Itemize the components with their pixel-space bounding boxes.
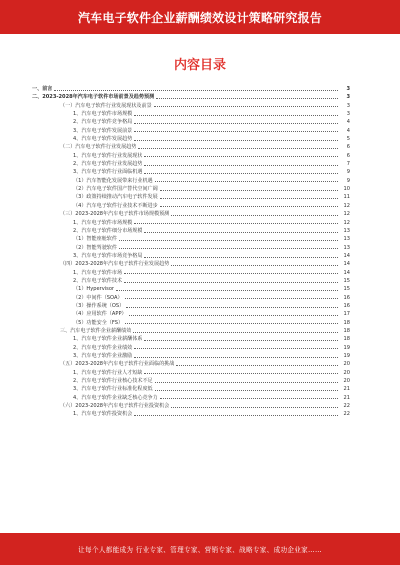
toc-leader-dots <box>116 290 338 291</box>
toc-entry-text: 三、汽车电子软件企业薪酬绩效 <box>60 327 132 334</box>
toc-entry-text: 2、汽车电子软件行业核心技术不足 <box>73 378 153 385</box>
toc-leader-dots <box>144 156 338 157</box>
toc-leader-dots <box>155 382 338 383</box>
toc-leader-dots <box>134 131 338 132</box>
toc-entry[interactable] <box>32 319 350 327</box>
toc-leader-dots <box>144 340 338 341</box>
toc-entry[interactable] <box>32 235 350 243</box>
toc-entry-text: 1、汽车电子软件市场规模 <box>73 111 133 118</box>
toc-entry-page: 21 <box>343 394 350 401</box>
toc-entry-text: 1、汽车电子软件行业人才短缺 <box>73 369 143 376</box>
toc-entry-page: 19 <box>343 344 350 351</box>
toc-entry-page: 18 <box>343 319 350 326</box>
toc-entry-text: （四）2023-2028年汽车电子软件行业发展趋势 <box>60 261 170 268</box>
toc-entry[interactable] <box>32 310 350 318</box>
toc-entry[interactable] <box>32 402 350 410</box>
toc-entry-text: 2、汽车电子软件细分市场规模 <box>73 227 143 234</box>
toc-leader-dots <box>134 223 338 224</box>
toc-entry[interactable] <box>32 302 350 310</box>
toc-entry[interactable] <box>32 219 350 227</box>
toc-entry-page: 3 <box>346 94 350 101</box>
toc-entry-text: （4）应用软件（APP） <box>73 311 127 318</box>
toc-entry[interactable] <box>32 277 350 285</box>
toc-leader-dots <box>133 332 338 333</box>
toc-leader-dots <box>156 98 338 99</box>
toc-entry-text: （六）2023-2028年汽车电子软件行业投资机会 <box>60 403 170 410</box>
toc-entry[interactable] <box>32 152 350 160</box>
toc-entry-text: （3）操作系统（OS） <box>73 302 125 309</box>
toc-entry[interactable] <box>32 227 350 235</box>
toc-entry-page: 19 <box>343 353 350 359</box>
toc-entry[interactable] <box>32 394 350 402</box>
toc-entry[interactable] <box>32 185 350 193</box>
toc-entry-page: 17 <box>343 311 350 318</box>
toc-entry-text: 1、汽车电子软件行业发展现状 <box>73 152 143 159</box>
toc-entry-text: 3、汽车电子软件行业面临机遇 <box>73 169 143 176</box>
toc-leader-dots <box>160 190 338 191</box>
toc-entry-page: 9 <box>346 177 350 184</box>
toc-leader-dots <box>124 273 338 274</box>
toc-entry-page: 22 <box>343 411 350 418</box>
toc-entry-page: 15 <box>343 277 350 284</box>
toc-leader-dots <box>171 215 338 216</box>
toc-entry[interactable] <box>32 177 350 185</box>
toc-entry-text: 一、前言 <box>32 86 53 92</box>
toc-entry[interactable] <box>32 210 350 218</box>
toc-leader-dots <box>134 357 338 358</box>
toc-entry-text: 2、汽车电子软件企业绩效 <box>73 344 133 351</box>
toc-leader-dots <box>119 240 338 241</box>
toc-entry-text: 2、汽车电子软件技术 <box>73 277 123 284</box>
toc-entry-page: 10 <box>343 186 350 193</box>
toc-leader-dots <box>134 123 338 124</box>
toc-entry-page: 12 <box>343 202 350 209</box>
toc-entry-text: 4、汽车电子软件发展趋势 <box>73 136 133 143</box>
toc-entry-text: 3、汽车电子软件发展前景 <box>73 127 133 134</box>
toc-entry[interactable] <box>32 168 350 176</box>
toc-entry[interactable] <box>32 102 350 110</box>
toc-leader-dots <box>124 282 338 283</box>
toc-entry-text: （4）汽车电子软件行业技术不断进步 <box>73 202 158 209</box>
toc-entry[interactable] <box>32 110 350 118</box>
toc-entry-page: 20 <box>343 369 350 376</box>
toc-title: 内容目录 <box>173 58 226 73</box>
toc-entry-page: 13 <box>343 244 350 251</box>
toc-entry-page: 3 <box>346 86 350 92</box>
toc-entry-page: 4 <box>346 119 350 126</box>
toc-entry[interactable] <box>32 294 350 302</box>
toc-entry-text: 1、汽车电子软件企业薪酬体系 <box>73 336 143 343</box>
toc-leader-dots <box>134 415 338 416</box>
toc-entry-text: （1）汽车智能化发展带来行业机遇 <box>73 177 153 184</box>
footer-slogan: 让每个人都能成为 行业专家、管理专家、营销专家、战略专家、成功企业家…… <box>78 546 322 554</box>
toc-leader-dots <box>176 365 338 366</box>
toc-entry-text: 2、汽车电子软件行业发展趋势 <box>73 161 143 168</box>
toc-entry[interactable] <box>32 377 350 385</box>
toc-entry-text: （2）中间件（SOA） <box>73 294 123 301</box>
toc-entry-text: 4、汽车电子软件企业缺乏核心竞争力 <box>73 394 158 401</box>
toc-entry[interactable] <box>32 252 350 260</box>
toc-entry[interactable] <box>32 244 350 252</box>
toc-leader-dots <box>54 90 338 91</box>
report-title: 汽车电子软件企业薪酬绩效设计策略研究报告 <box>77 10 322 25</box>
toc-entry[interactable] <box>32 202 350 210</box>
toc-entry-page: 21 <box>343 386 350 393</box>
toc-leader-dots <box>144 232 338 233</box>
toc-entry-text: 1、汽车电子软件市场 <box>73 269 123 276</box>
toc-entry-page: 6 <box>346 144 350 151</box>
toc-leader-dots <box>171 265 338 266</box>
toc-entry[interactable] <box>32 143 350 151</box>
toc-entry[interactable] <box>32 118 350 126</box>
toc-entry-text: 3、汽车电子软件行业标准化程度低 <box>73 386 153 393</box>
toc-entry-page: 5 <box>346 136 350 143</box>
toc-leader-dots <box>126 307 338 308</box>
toc-entry-text: 3、汽车电子软件企业激励 <box>73 353 133 359</box>
toc-entry[interactable] <box>32 327 350 335</box>
toc-entry-page: 18 <box>343 327 350 334</box>
table-of-contents <box>32 85 350 509</box>
toc-leader-dots <box>154 106 338 107</box>
toc-entry-page: 14 <box>343 252 350 259</box>
toc-entry[interactable] <box>32 385 350 393</box>
toc-entry-text: （2）智能驾驶软件 <box>73 244 117 251</box>
toc-entry-text: 2、汽车电子软件竞争格局 <box>73 119 133 126</box>
toc-leader-dots <box>119 248 338 249</box>
toc-entry[interactable] <box>32 85 350 93</box>
toc-entry-text: 二、2023-2028年汽车电子软件市场前景及趋势预测 <box>32 94 155 101</box>
toc-entry-page: 13 <box>343 236 350 243</box>
toc-leader-dots <box>134 140 338 141</box>
toc-leader-dots <box>171 407 338 408</box>
toc-entry-page: 9 <box>346 169 350 176</box>
toc-entry-page: 3 <box>346 102 350 109</box>
toc-leader-dots <box>155 181 338 182</box>
toc-entry-page: 7 <box>346 161 350 168</box>
toc-entry[interactable] <box>32 160 350 168</box>
toc-entry-page: 12 <box>343 211 350 218</box>
toc-entry-page: 18 <box>343 336 350 343</box>
toc-entry[interactable] <box>32 410 350 418</box>
toc-entry[interactable] <box>32 285 350 293</box>
toc-entry[interactable] <box>32 135 350 143</box>
toc-entry-page: 14 <box>343 269 350 276</box>
toc-leader-dots <box>144 373 338 374</box>
toc-entry[interactable] <box>32 127 350 135</box>
toc-entry[interactable] <box>32 335 350 343</box>
toc-leader-dots <box>144 173 338 174</box>
toc-entry-text: （1）Hypervisor <box>73 286 115 293</box>
toc-leader-dots <box>160 398 338 399</box>
toc-entry-page: 13 <box>343 227 350 234</box>
toc-leader-dots <box>144 165 338 166</box>
toc-leader-dots <box>129 315 338 316</box>
toc-entry-page: 22 <box>343 403 350 410</box>
toc-entry[interactable] <box>32 344 350 352</box>
toc-entry-page: 16 <box>343 294 350 301</box>
toc-entry[interactable] <box>32 369 350 377</box>
toc-entry-page: 15 <box>343 286 350 293</box>
toc-entry-text: 1、汽车电子软件投资机会 <box>73 411 133 418</box>
toc-entry-page: 20 <box>343 361 350 368</box>
toc-entry-text: （3）政策持续推动汽车电子软件发展 <box>73 194 158 201</box>
toc-entry[interactable] <box>32 269 350 277</box>
toc-entry-text: 1、汽车电子软件市场规模 <box>73 219 133 226</box>
toc-leader-dots <box>125 323 338 324</box>
toc-entry-text: （5）功能安全（FS） <box>73 319 124 326</box>
toc-entry-text: （三）2023-2028年汽车电子软件市场规模预测 <box>60 211 170 218</box>
toc-entry-page: 3 <box>346 111 350 118</box>
toc-entry-text: （2）汽车电子软件国产替代空间广阔 <box>73 186 158 193</box>
toc-leader-dots <box>138 148 338 149</box>
toc-entry-page: 4 <box>346 127 350 134</box>
toc-leader-dots <box>144 257 338 258</box>
toc-entry-text: （一）汽车电子软件行业发展现状及前景 <box>60 102 152 109</box>
toc-leader-dots <box>125 298 338 299</box>
toc-entry[interactable] <box>32 352 350 360</box>
toc-entry-text: 3、汽车电子软件市场竞争格局 <box>73 252 143 259</box>
toc-entry[interactable] <box>32 93 350 101</box>
toc-leader-dots <box>160 198 338 199</box>
toc-entry[interactable] <box>32 193 350 201</box>
toc-entry-page: 6 <box>346 152 350 159</box>
toc-entry-text: （五）2023-2028年汽车电子软件行业面临的挑战 <box>60 361 175 368</box>
toc-entry[interactable] <box>32 360 350 368</box>
toc-entry-text: （二）汽车电子软件行业发展趋势 <box>60 144 137 151</box>
toc-leader-dots <box>134 115 338 116</box>
toc-leader-dots <box>160 206 338 207</box>
toc-entry[interactable] <box>32 260 350 268</box>
page-header <box>0 0 400 34</box>
toc-leader-dots <box>134 348 338 349</box>
page-footer <box>0 533 400 565</box>
toc-entry-text: （1）智能座舱软件 <box>73 236 117 243</box>
toc-entry-page: 12 <box>343 219 350 226</box>
toc-entry-page: 20 <box>343 378 350 385</box>
toc-entry-page: 16 <box>343 302 350 309</box>
toc-entry-page: 14 <box>343 261 350 268</box>
toc-leader-dots <box>155 390 338 391</box>
toc-entry-page: 11 <box>343 194 350 201</box>
